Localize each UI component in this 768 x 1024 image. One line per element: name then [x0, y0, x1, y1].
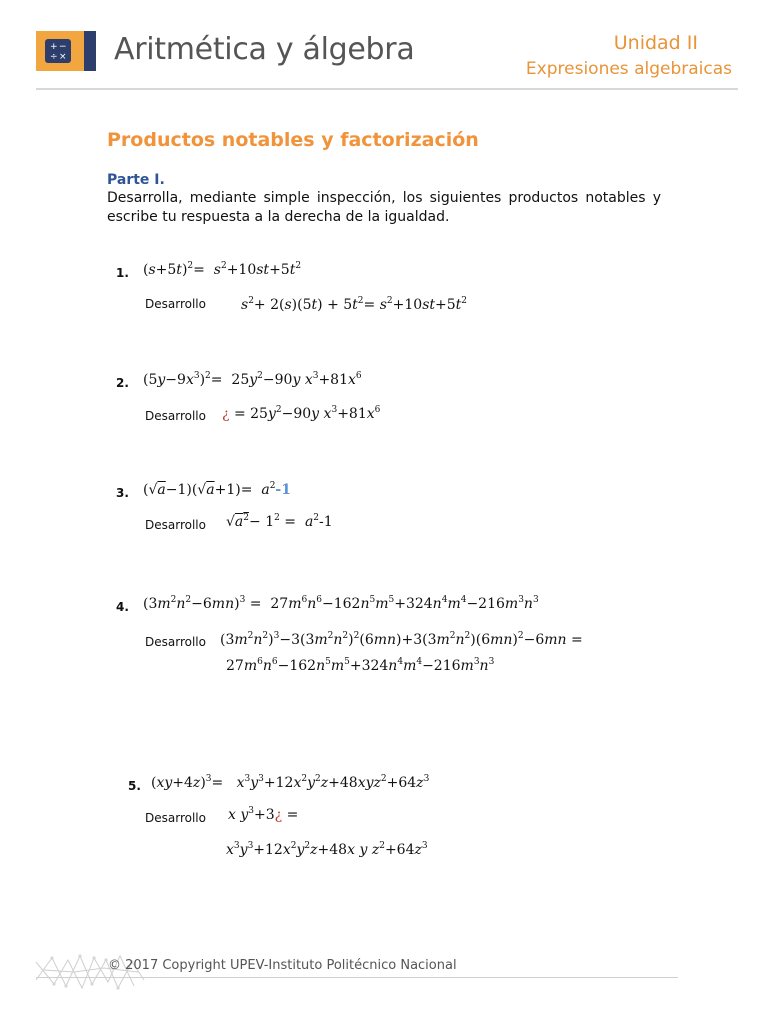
svg-text:÷: ÷ [50, 52, 58, 62]
course-title: Aritmética y álgebra [114, 32, 415, 67]
development-label: Desarrollo [145, 635, 206, 649]
logo-bar [84, 31, 96, 71]
section-title: Productos notables y factorización [107, 129, 479, 151]
development-label: Desarrollo [145, 297, 206, 311]
problem-expression: $(s+5t)^2= s^2+10st+5t^2$ [143, 261, 302, 278]
development-expression-line2: $x^3y^3+12x^2y^2z+48x$ y $z^2+64z^3$ [226, 841, 428, 858]
problem-expression: $(5y-9x^3)^2= 25y^2-90y$ $x^3+81x^6$ [143, 371, 362, 388]
development-expression: $(3m^2n^2)^3-3(3m^2n^2)^2(6mn)+3(3m^2n^2)(6mn)^2-6mn$ = [220, 631, 583, 648]
svg-text:+: + [50, 42, 58, 52]
instructions: Desarrolla, mediante simple inspección, los siguientes productos notables y escribe tu respuesta a la derecha de la igualdad. [107, 190, 661, 225]
development-label: Desarrollo [145, 518, 206, 532]
unit-subtitle: Expresiones algebraicas [525, 59, 732, 79]
development-expression: $√a^2- 1^2 = a^2-1$ [226, 513, 333, 530]
problem-number: 4. [116, 600, 129, 614]
page-header [0, 0, 768, 92]
problem-number: 5. [128, 779, 141, 793]
development-expression: ¿ = $25y^2-90y$ $x^3+81x^6$ [222, 405, 381, 422]
development-expression: x $y^3+3¿$ = [228, 806, 299, 823]
problem-expression: $(3m^2n^2-6mn)^3 = 27m^6n^6-162n^5m^5+324n^4m^4-216m^3n^3$ [143, 595, 539, 612]
problem-number: 3. [116, 486, 129, 500]
problem-expression: $(√a-1)(√a+1)= a^2-1$ [143, 481, 291, 498]
svg-text:−: − [59, 42, 67, 52]
problem-number: 2. [116, 376, 129, 390]
development-expression-line2: $27m^6n^6-162n^5m^5+324n^4m^4-216m^3n^3$ [226, 657, 495, 674]
development-label: Desarrollo [145, 811, 206, 825]
problem-number: 1. [116, 266, 129, 280]
svg-text:×: × [59, 52, 67, 62]
development-label: Desarrollo [145, 409, 206, 423]
copyright-text: © 2017 Copyright UPEV-Instituto Politécnico Nacional [108, 958, 457, 973]
footer-divider [36, 977, 678, 978]
development-expression: $s^2+ 2(s)(5t) + 5t^2= s^2+10st+5t^2$ [241, 296, 468, 313]
unit-label: Unidad II [613, 32, 698, 54]
header-divider [36, 88, 738, 90]
problem-expression: $(xy+4z)^3= x^3y^3+12x^2y^2z+48xyz^2+64z^3$ [151, 774, 430, 791]
calculator-icon [45, 39, 71, 63]
part-title: Parte I. [107, 172, 165, 188]
